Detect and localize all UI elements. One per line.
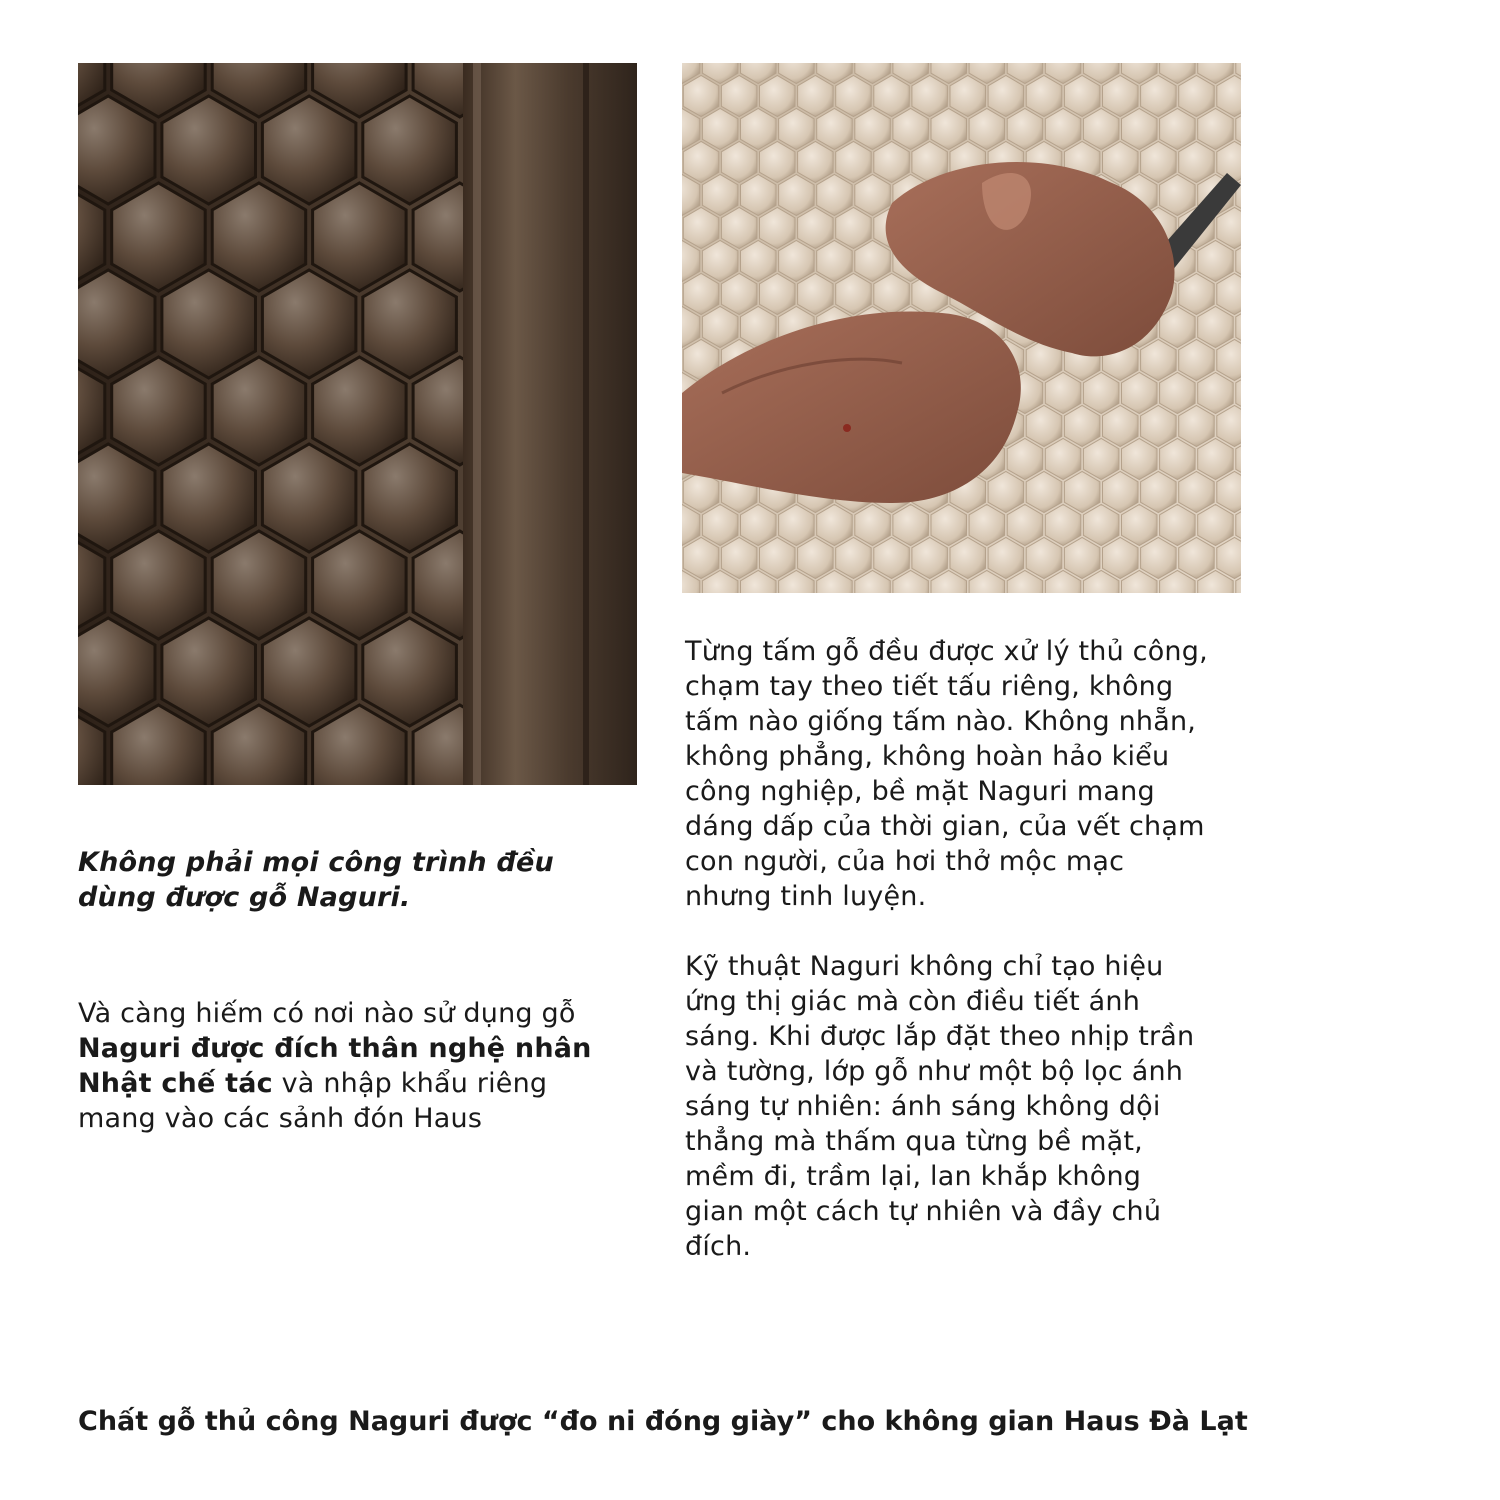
intro-bold-text: Naguri được đích thân nghệ nhân: [78, 1033, 592, 1064]
lead-line: Không phải mọi công trình đều: [78, 847, 554, 878]
carved-wood-panel-photo: [78, 63, 637, 785]
paragraph-line: ứng thị giác mà còn điều tiết ánh: [685, 986, 1141, 1017]
paragraph-line: mềm đi, trầm lại, lan khắp không: [685, 1161, 1142, 1192]
carved-wood-panel-illustration: [78, 63, 637, 785]
intro-line: [78, 1066, 618, 1101]
paragraph-line: Từng tấm gỗ đều được xử lý thủ công,: [685, 636, 1208, 667]
paragraph-line: Kỹ thuật Naguri không chỉ tạo hiệu: [685, 951, 1164, 982]
paragraph-line: đích.: [685, 1231, 752, 1262]
paragraph-line: nhưng tinh luyện.: [685, 881, 927, 912]
lead-statement: [78, 845, 598, 915]
intro-text: và nhập khẩu riêng: [272, 1068, 548, 1099]
paragraph-line: và tường, lớp gỗ như một bộ lọc ánh: [685, 1056, 1184, 1087]
paragraph-line: không phẳng, không hoàn hảo kiểu: [685, 741, 1170, 772]
paragraph-line: dáng dấp của thời gian, của vết chạm: [685, 811, 1205, 842]
paragraph-line: gian một cách tự nhiên và đầy chủ: [685, 1196, 1162, 1227]
intro-line: Và càng hiếm có nơi nào sử dụng gỗ: [78, 998, 576, 1029]
craft-paragraph: [685, 634, 1255, 914]
intro-bold-text: Nhật chế tác: [78, 1068, 273, 1099]
paragraph-line: công nghiệp, bề mặt Naguri mang: [685, 776, 1155, 807]
intro-line: mang vào các sảnh đón Haus: [78, 1103, 483, 1134]
paragraph-line: chạm tay theo tiết tấu riêng, không: [685, 671, 1174, 702]
intro-paragraph: [78, 996, 618, 1136]
paragraph-line: tấm nào giống tấm nào. Không nhẵn,: [685, 706, 1197, 737]
lead-line: dùng được gỗ Naguri.: [78, 882, 411, 913]
paragraph-line: sáng. Khi được lắp đặt theo nhịp trần: [685, 1021, 1195, 1052]
hexagon-carving-pattern: [78, 63, 507, 785]
technique-paragraph: [685, 949, 1255, 1264]
intro-line: [78, 1031, 618, 1066]
paragraph-line: con người, của hơi thở mộc mạc: [685, 846, 1125, 877]
hands-carving-illustration: [682, 63, 1241, 593]
hands-carving-wood-photo: [682, 63, 1241, 593]
paragraph-line: sáng tự nhiên: ánh sáng không dội: [685, 1091, 1161, 1122]
paragraph-line: thẳng mà thấm qua từng bề mặt,: [685, 1126, 1143, 1157]
page-caption: Chất gỗ thủ công Naguri được “đo ni đóng giày” cho không gian Haus Đà Lạt: [78, 1406, 1248, 1437]
